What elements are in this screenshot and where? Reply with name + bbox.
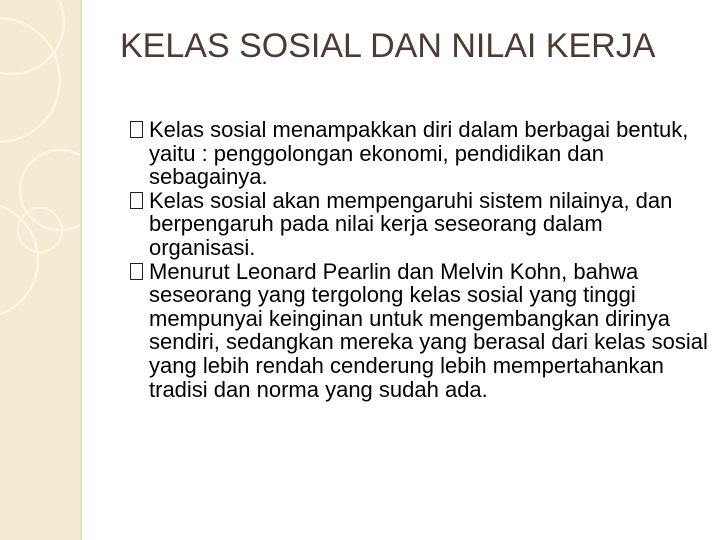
bullet-list	[130, 118, 710, 401]
missing-glyph-box-icon	[130, 192, 143, 209]
bullet-item	[130, 118, 710, 189]
bullet-text: Kelas sosial akan mempengaruhi sistem nilainya, dan berpengaruh pada nilai kerja seseorang dalam organisasi.	[149, 187, 673, 260]
missing-glyph-box-icon	[130, 121, 143, 138]
decorative-side-band	[0, 0, 80, 540]
ornament-circle	[0, 18, 60, 142]
bullet-item	[130, 189, 710, 260]
ornament-circle	[0, 0, 64, 74]
ornament-circle	[20, 150, 80, 230]
bullet-text: Kelas sosial menampakkan diri dalam berbagai bentuk, yaitu : penggolongan ekonomi, pendidikan dan sebagainya.	[149, 117, 689, 190]
bullet-item	[130, 260, 710, 402]
bullet-text: Menurut Leonard Pearlin dan Melvin Kohn, bahwa seseorang yang tergolong kelas sosial yang tinggi mempunyai keinginan untuk mengembangkan dirinya sendiri, sedangkan mereka yang berasal dari kelas sosial yang lebih rendah cenderung lebih mempertahankan tradisi dan norma yang sudah ada.	[149, 258, 708, 402]
decorative-circles	[0, 0, 80, 540]
side-band-divider	[80, 0, 82, 540]
missing-glyph-box-icon	[130, 263, 143, 280]
slide-title: KELAS SOSIAL DAN NILAI KERJA	[120, 27, 656, 65]
